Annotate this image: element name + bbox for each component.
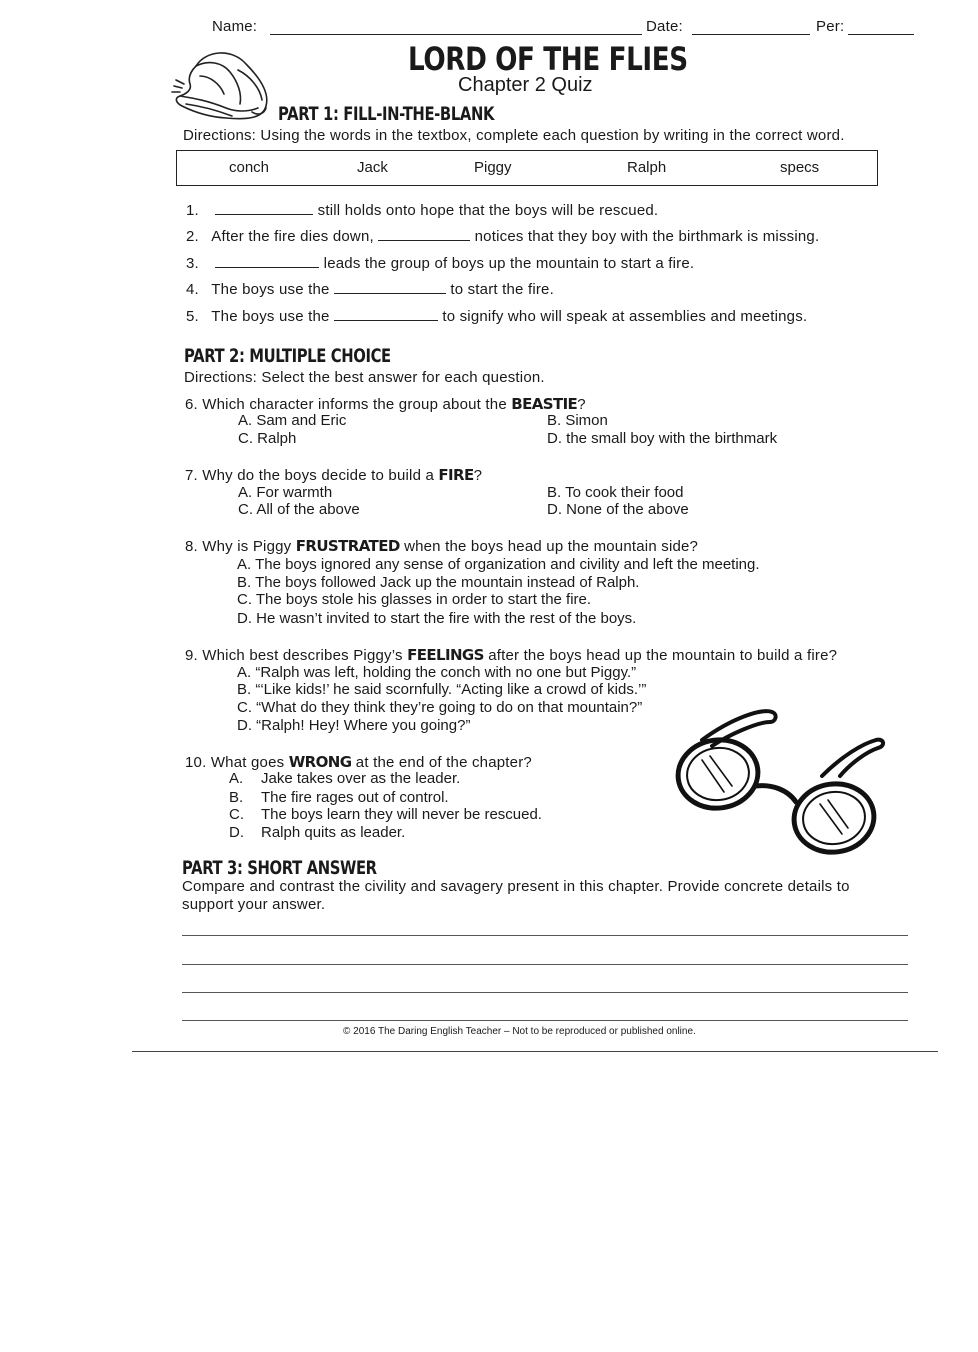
part3-heading: PART 3: SHORT ANSWER (182, 857, 377, 879)
part1-directions: Directions: Using the words in the textbox, complete each question by writing in the correct word. (183, 127, 845, 144)
answer-line[interactable] (182, 1020, 908, 1021)
word-bank-item: specs (780, 159, 820, 176)
word-bank-item: Jack (357, 159, 388, 176)
answer-line[interactable] (182, 935, 908, 936)
option-c-letter: C. (229, 806, 244, 823)
question-text: to start the fire. (450, 281, 554, 298)
option-a[interactable]: A. “Ralph was left, holding the conch with no one but Piggy.” (237, 664, 637, 681)
copyright-footer: © 2016 The Daring English Teacher – Not to be reproduced or published online. (343, 1026, 696, 1037)
period-field[interactable] (848, 34, 914, 35)
answer-blank[interactable] (334, 279, 446, 294)
question-text: leads the group of boys up the mountain to start a fire. (323, 255, 695, 272)
question-text: after the boys head up the mountain to build a fire? (488, 647, 838, 664)
question-text: After the fire dies down, (211, 228, 374, 245)
option-d[interactable]: D. He wasn’t invited to start the fire with the rest of the boys. (237, 610, 637, 627)
per-label: Per: (816, 18, 845, 35)
question-number: 3. (186, 255, 199, 272)
question-2 (186, 226, 819, 245)
question-text: still holds onto hope that the boys will be rescued. (317, 202, 659, 219)
answer-blank[interactable] (215, 253, 319, 268)
option-a[interactable]: Jake takes over as the leader. (261, 770, 461, 787)
option-a[interactable]: A. For warmth (238, 484, 333, 501)
option-d-letter: D. (229, 824, 244, 841)
page-title: LORD OF THE FLIES (408, 40, 688, 78)
word-bank-item: Piggy (474, 159, 512, 176)
question-text: at the end of the chapter? (355, 754, 532, 771)
question-text: 7. Why do the boys decide to build a (185, 467, 435, 484)
question-text: The boys use the (211, 308, 330, 325)
question-keyword: FEELINGS (407, 646, 484, 664)
option-c[interactable]: The boys learn they will never be rescued. (261, 806, 542, 823)
option-a-letter: A. (229, 770, 244, 787)
date-field[interactable] (692, 34, 810, 35)
date-label: Date: (646, 18, 683, 35)
part1-heading: PART 1: FILL-IN-THE-BLANK (278, 103, 495, 125)
question-text: notices that they boy with the birthmark is missing. (474, 228, 820, 245)
part2-directions: Directions: Select the best answer for each question. (184, 369, 545, 386)
option-b[interactable]: B. To cook their food (547, 484, 684, 501)
answer-blank[interactable] (334, 306, 438, 321)
page-subtitle: Chapter 2 Quiz (458, 74, 593, 96)
name-label: Name: (212, 18, 258, 35)
option-c[interactable]: C. Ralph (238, 430, 297, 447)
option-b[interactable]: The fire rages out of control. (261, 789, 449, 806)
question-8 (185, 537, 698, 555)
glasses-icon (672, 700, 898, 858)
question-7 (185, 466, 482, 484)
answer-blank[interactable] (378, 226, 470, 241)
question-number: 4. (186, 281, 199, 298)
option-b[interactable]: B. The boys followed Jack up the mountain instead of Ralph. (237, 574, 640, 591)
question-keyword: FRUSTRATED (295, 537, 400, 555)
question-text: 8. Why is Piggy (185, 538, 292, 555)
question-keyword: BEASTIE (511, 395, 578, 413)
option-d[interactable]: D. None of the above (547, 501, 689, 518)
answer-line[interactable] (182, 992, 908, 993)
question-number: 1. (186, 202, 199, 219)
question-3 (186, 253, 694, 272)
option-d[interactable]: Ralph quits as leader. (261, 824, 406, 841)
question-5 (186, 306, 807, 325)
answer-line[interactable] (182, 964, 908, 965)
option-d[interactable]: D. “Ralph! Hey! Where you going?” (237, 717, 471, 734)
question-text: to signify who will speak at assemblies and meetings. (442, 308, 808, 325)
name-field[interactable] (270, 34, 642, 35)
option-c[interactable]: C. All of the above (238, 501, 360, 518)
question-text: The boys use the (211, 281, 330, 298)
option-b-letter: B. (229, 789, 244, 806)
question-text: 10. What goes (185, 754, 285, 771)
question-keyword: WRONG (288, 753, 352, 771)
question-text: ? (473, 467, 483, 484)
question-10 (185, 753, 532, 771)
question-keyword: FIRE (438, 466, 474, 484)
question-9 (185, 646, 837, 664)
question-4 (186, 279, 554, 298)
option-c[interactable]: C. “What do they think they’re going to do on that mountain?” (237, 699, 643, 716)
part3-directions: Compare and contrast the civility and savagery present in this chapter. Provide concrete details to (182, 878, 850, 895)
conch-shell-icon (166, 46, 278, 126)
question-text: when the boys head up the mountain side? (404, 538, 699, 555)
word-bank-item: Ralph (627, 159, 667, 176)
word-bank (176, 150, 878, 186)
page-bottom-rule (132, 1051, 938, 1052)
part3-directions-cont: support your answer. (182, 896, 326, 913)
word-bank-item: conch (229, 159, 270, 176)
part2-heading: PART 2: MULTIPLE CHOICE (184, 345, 391, 367)
answer-blank[interactable] (215, 200, 313, 215)
question-text: 9. Which best describes Piggy’s (185, 647, 403, 664)
question-6 (185, 395, 586, 413)
question-1 (186, 200, 658, 219)
question-number: 5. (186, 308, 199, 325)
question-number: 2. (186, 228, 199, 245)
option-a[interactable]: A. The boys ignored any sense of organization and civility and left the meeting. (237, 556, 760, 573)
option-c[interactable]: C. The boys stole his glasses in order to start the fire. (237, 591, 592, 608)
option-d[interactable]: D. the small boy with the birthmark (547, 430, 778, 447)
option-a[interactable]: A. Sam and Eric (238, 412, 347, 429)
question-text: ? (577, 396, 586, 413)
question-text: 6. Which character informs the group about the (185, 396, 507, 413)
option-b[interactable]: B. Simon (547, 412, 608, 429)
option-b[interactable]: B. “‘Like kids!’ he said scornfully. “Acting like a crowd of kids.’” (237, 681, 647, 698)
